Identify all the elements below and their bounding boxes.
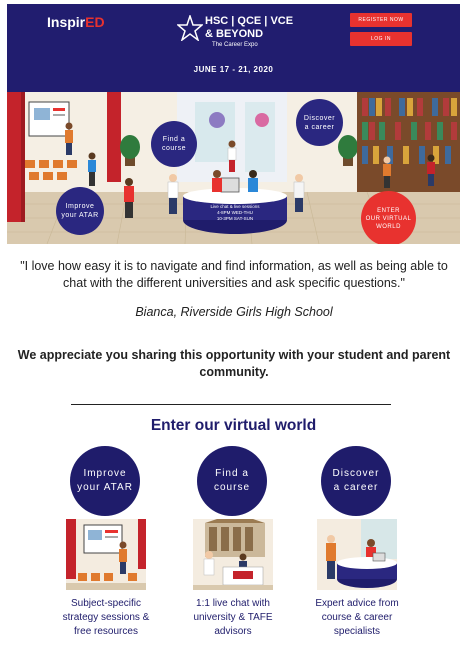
caption-line: Expert advice from <box>315 598 399 609</box>
testimonial-quote: "I love how easy it is to navigate and find information, as well as being able to chat with the different universities and ask specific questions." <box>20 259 448 290</box>
card-caption <box>180 597 286 639</box>
enter-virtual-world-bubble[interactable] <box>361 191 416 244</box>
improve-your-atar-bubble[interactable] <box>56 187 104 235</box>
hero-banner <box>7 4 460 244</box>
bubble-label: ENTER <box>377 207 400 214</box>
card-circle-label: Discover <box>332 468 380 479</box>
card-circle-label: Improve <box>83 468 127 479</box>
presenter-illustration <box>66 519 146 590</box>
bubble-label: WORLD <box>376 223 401 230</box>
university-booth-illustration <box>193 519 273 590</box>
expo-subtitle: The Career Expo <box>212 42 258 48</box>
expo-title-2: & BEYOND <box>205 28 264 40</box>
caption-line: specialists <box>333 626 381 637</box>
card-circle-label: Find a <box>215 468 249 479</box>
card-circle-label: course <box>213 482 250 493</box>
logo-accent: ED <box>85 14 105 30</box>
card-caption <box>304 597 410 639</box>
card-circle-label: a career <box>333 482 379 493</box>
appreciation-message: We appreciate you sharing this opportunity with your student and parent community. <box>17 348 451 379</box>
caption-line: free resources <box>74 626 138 637</box>
register-now-button[interactable]: REGISTER NOW <box>350 13 412 27</box>
star-icon <box>177 15 203 41</box>
discover-a-career-bubble[interactable] <box>296 99 343 146</box>
inspired-logo[interactable] <box>47 14 105 30</box>
bubble-label: course <box>161 145 186 152</box>
desk-sign-line1: Live chat & live sessions <box>210 204 260 209</box>
card-circle[interactable] <box>70 446 140 516</box>
caption-line: university & TAFE <box>193 612 273 623</box>
bubble-label: your ATAR <box>61 212 99 219</box>
find-a-course-bubble[interactable] <box>151 121 197 167</box>
caption-line: Subject-specific <box>70 598 142 609</box>
caption-line: strategy sessions & <box>62 612 150 623</box>
event-dates: JUNE 17 - 21, 2020 <box>193 65 274 74</box>
bubble-label: Improve <box>65 203 95 210</box>
caption-line: advisors <box>214 626 252 637</box>
caption-line: course & career <box>321 612 393 623</box>
bubble-label: a career <box>304 123 335 131</box>
virtual-world-heading: Enter our virtual world <box>150 417 317 434</box>
bubble-label: Find a <box>162 136 186 143</box>
caption-line: 1:1 live chat with <box>196 598 270 609</box>
desk-sign-line2: 4-8PM WED-THU <box>217 210 253 215</box>
expo-title-1: HSC | QCE | VCE <box>205 15 294 27</box>
section-divider <box>71 404 391 405</box>
desk-sign-line3: 10-3PM SAT-SUN <box>216 216 254 221</box>
career-desk-illustration <box>317 519 397 590</box>
logo-text: Inspir <box>47 14 86 30</box>
card-circle[interactable] <box>321 446 391 516</box>
log-in-button[interactable]: LOG IN <box>350 32 412 46</box>
virtual-world-illustration[interactable] <box>7 92 460 244</box>
card-circle[interactable] <box>197 446 267 516</box>
hero-header <box>7 4 460 92</box>
bubble-label: Discover <box>303 114 336 122</box>
card-circle-label: your ATAR <box>77 482 133 493</box>
testimonial-author: Bianca, Riverside Girls High School <box>135 305 333 319</box>
bubble-label: OUR VIRTUAL <box>365 215 412 222</box>
card-caption <box>53 597 159 639</box>
